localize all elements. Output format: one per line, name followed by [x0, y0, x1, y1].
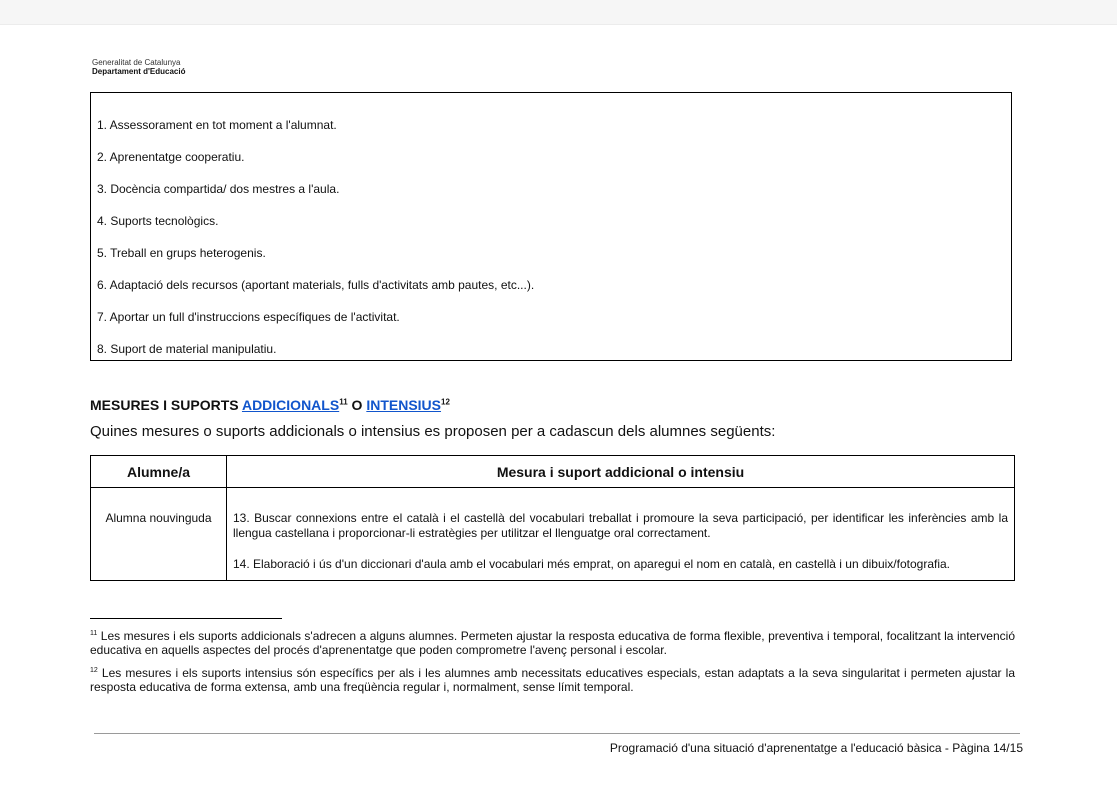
support-item: 5. Treball en grups heterogenis.: [97, 246, 266, 260]
footnote-text: Les mesures i els suports addicionals s'adrecen a alguns alumnes. Permeten ajustar la resposta educativa de forma flexible, preventiva i temporal, focalitzant la intervenció educativa en aquells aspectes del procés d'aprenentatge que poden comprometre l'avenç personal i escolar.: [90, 629, 1015, 657]
footnote-text: Les mesures i els suports intensius són específics per als i les alumnes amb necessitats educatives especials, estan adaptats a la seva singularitat i permeten ajustar la resposta educativa de forma extensa, amb una freqüència regular i, normalment, sense límit temporal.: [90, 666, 1015, 694]
support-item: 2. Aprenentatge cooperatiu.: [97, 150, 245, 164]
table-row: [91, 488, 1015, 581]
support-item: 4. Suports tecnològics.: [97, 214, 219, 228]
page-footer: Programació d'una situació d'aprenentatge a l'educació bàsica - Pàgina 14/15: [609, 741, 1023, 755]
footer-separator: [94, 733, 1020, 734]
viewer-top-bar: [0, 0, 1117, 25]
cell-mesures: [227, 488, 1015, 581]
section-subtitle: Quines mesures o suports addicionals o intensius es proposen per a cadascun dels alumnes següents:: [90, 423, 776, 440]
footnote-number: 11: [90, 630, 98, 637]
addicionals-link[interactable]: ADDICIONALS: [241, 397, 340, 413]
section-title-connector: O: [347, 397, 367, 413]
footnote-11: [90, 627, 1015, 657]
measure-item: 13. Buscar connexions entre el català i el castellà del vocabulari treballat i promoure la seva participació, per identificar les inferències amb la llengua castellana i proporcionar-li estratègies per utilitzar el llenguatge oral correctament.: [233, 511, 1008, 540]
footnote-ref-12: 12: [441, 397, 450, 407]
footnote-12: [90, 664, 1015, 694]
support-item: 8. Suport de material manipulatiu.: [97, 342, 277, 356]
page-header: [92, 58, 185, 76]
support-item: 7. Aportar un full d'instruccions específiques de l'activitat.: [97, 310, 400, 324]
section-title-prefix: MESURES I SUPORTS: [90, 397, 242, 413]
column-header-mesura: Mesura i suport addicional o intensiu: [227, 456, 1015, 488]
table-header-row: [91, 456, 1015, 488]
supports-box: [90, 92, 1012, 361]
measures-table: [90, 455, 1015, 581]
supports-list: [97, 117, 534, 373]
support-item: 6. Adaptació dels recursos (aportant materials, fulls d'activitats amb pautes, etc...).: [97, 278, 535, 292]
section-title: [90, 397, 450, 413]
intensius-link[interactable]: INTENSIUS: [366, 397, 442, 413]
footnote-ref-11: 11: [339, 397, 348, 407]
column-header-alumne: Alumne/a: [91, 456, 227, 488]
footnote-number: 12: [90, 667, 98, 674]
header-department: Departament d'Educació: [92, 67, 186, 76]
measure-item: 14. Elaboració i ús d'un diccionari d'aula amb el vocabulari més emprat, on aparegui el nom en català, en castellà i un dibuix/fotografia.: [233, 557, 950, 571]
footnote-separator: [90, 618, 282, 619]
support-item: 1. Assessorament en tot moment a l'alumnat.: [97, 118, 337, 132]
cell-alumne: Alumna nouvinguda: [91, 488, 227, 581]
header-org: Generalitat de Catalunya: [92, 58, 181, 67]
support-item: 3. Docència compartida/ dos mestres a l'aula.: [97, 182, 340, 196]
